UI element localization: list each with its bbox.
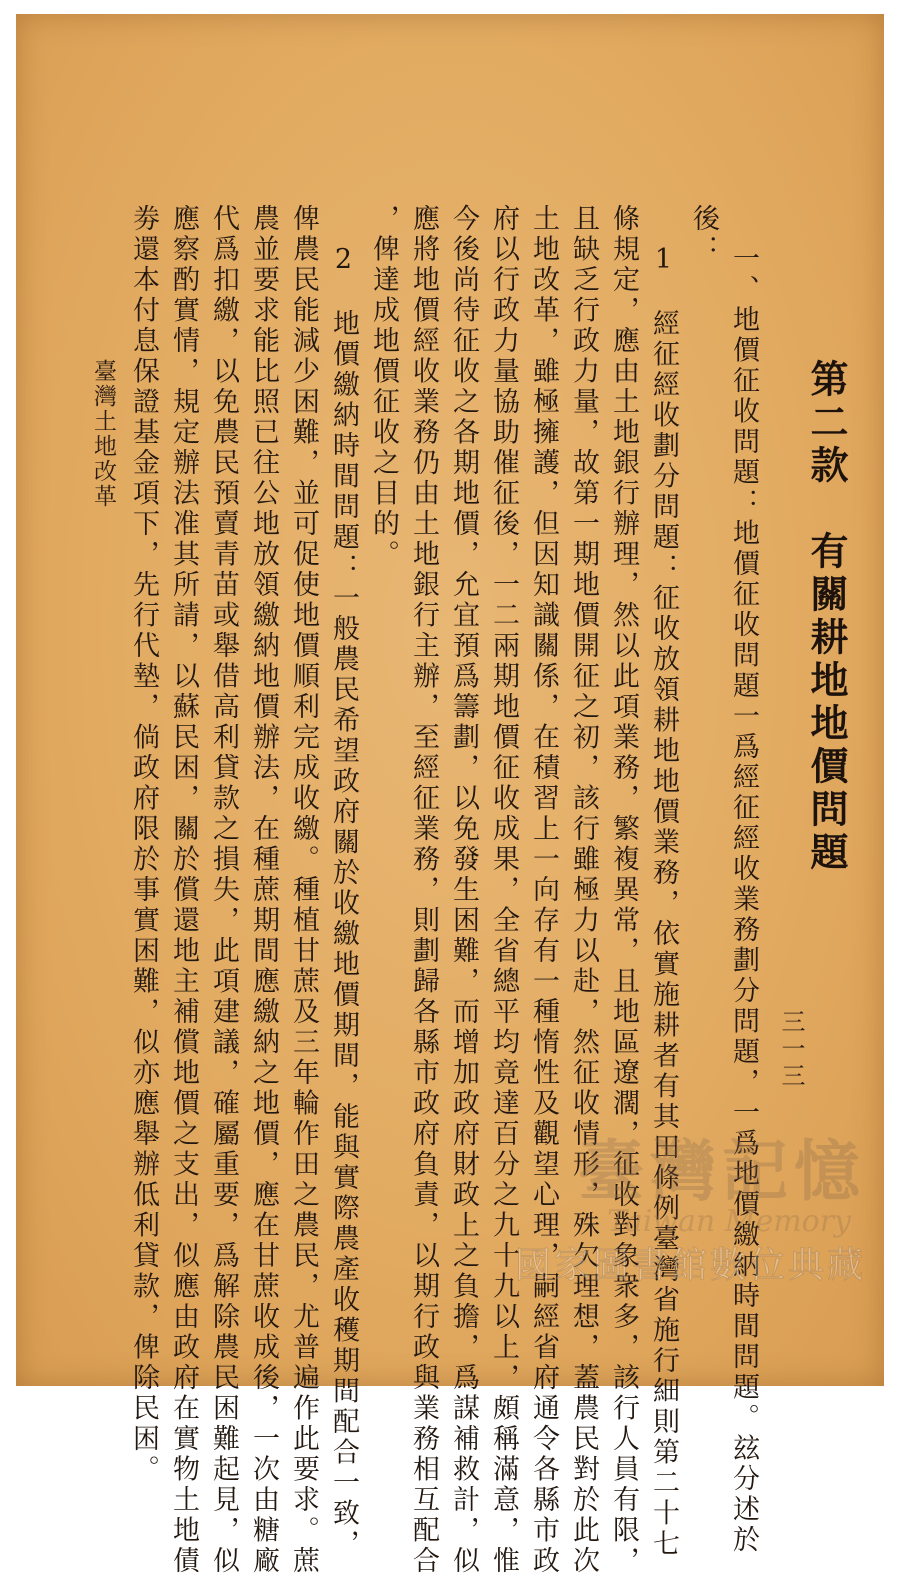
text-column: 應察酌實情，規定辦法准其所請，以蘇民困，關於償還地主補償地價之支出，似應由政府在實物土地債 — [168, 204, 199, 1577]
text-column: 府以行政力量協助催征後，一二兩期地價征收成果，全省總平均竟達百分之九十九以上，頗稱滿意，惟 — [488, 204, 519, 1577]
text-column: 條規定，應由土地銀行辦理，然以此項業務，繁複異常，且地區遼濶，征收對象衆多，該行人員有限， — [608, 204, 639, 1577]
text-column: 且缺乏行政力量，故第一期地價開征之初，該行雖極力以赴，然征收情形，殊欠理想，蓋農民對於此次 — [568, 204, 599, 1577]
text-column: 今後尚待征收之各期地價，允宜預爲籌劃，以免發生困難，而增加政府財政上之負擔，爲謀補救計，似 — [448, 204, 479, 1577]
running-head: 臺灣土地改革 — [90, 359, 116, 509]
text-column: 後： — [688, 204, 719, 265]
text-column: 一、地價征收問題：地價征收問題一爲經征經收業務劃分問題，一爲地價繳納時間問題。玆分述於 — [728, 244, 759, 1556]
watermark-institution: 國家圖書館數位典藏 — [514, 1245, 866, 1286]
watermark-english: Taiwan Memory — [607, 1204, 851, 1239]
text-column: 1 經征經收劃分問題：征收放領耕地地價業務，依實施耕者有其田條例臺灣省施行細則第二十七 — [648, 244, 679, 1560]
text-column: ，俾達成地價征收之目的。 — [368, 204, 399, 570]
text-column: 劵還本付息保證基金項下，先行代墊，倘政府限於事實困難，似亦應舉辦低利貸款，俾除民困。 — [128, 204, 159, 1485]
section-title: 第二款 有關耕地地價問題 — [804, 359, 849, 875]
page-number: 三一三 — [777, 1009, 805, 1090]
text-column: 土地改革，雖極擁護，但因知識關係，在積習上一向存有一種惰性及觀望心理，嗣經省府通令各縣市政 — [528, 204, 559, 1577]
library-watermark — [396, 1119, 876, 1289]
text-column: 農並要求能比照已往公地放領繳納地價辦法，在種蔗期間應繳納之地價，應在甘蔗收成後，一次由糖廠 — [248, 204, 279, 1577]
text-column: 2 地價繳納時間問題：一般農民希望政府關於收繳地價期間，能與實際農產收穫期間配合一致， — [328, 244, 359, 1560]
watermark-chinese: 臺灣記憶 — [578, 1132, 866, 1210]
book-page — [16, 14, 884, 1577]
text-column: 應將地價經收業務仍由土地銀行主辦，至經征業務，則劃歸各縣市政府負責，以期行政與業務相互配合 — [408, 204, 439, 1577]
text-column: 代爲扣繳，以免農民預賣青苗或舉借高利貸款之損失，此項建議，確屬重要，爲解除農民困難起見，似 — [208, 204, 239, 1577]
text-column: 俾農民能減少困難，並可促使地價順利完成收繳。種植甘蔗及三年輪作田之農民，尤普遍作此要求。蔗 — [288, 204, 319, 1577]
